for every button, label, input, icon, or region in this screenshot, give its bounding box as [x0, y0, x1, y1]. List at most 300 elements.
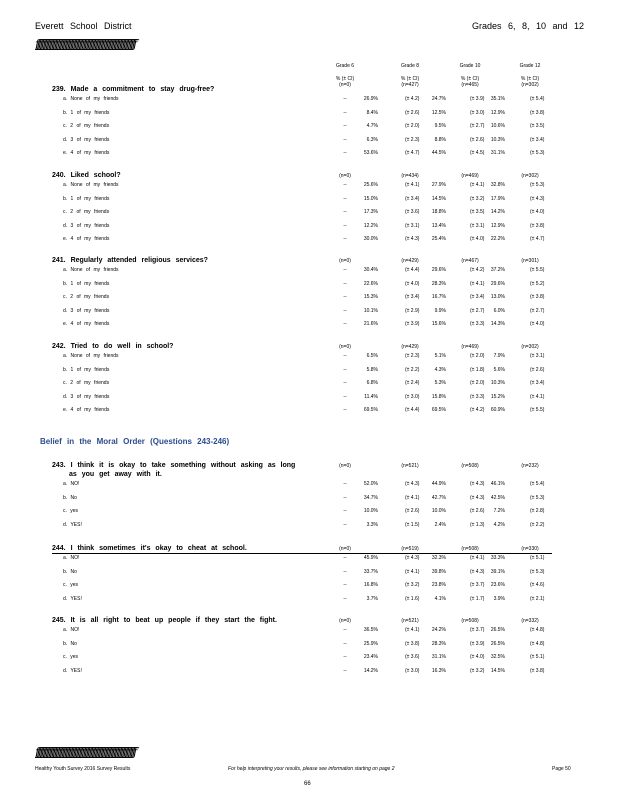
confidence-interval: (± 4.0) — [405, 280, 420, 287]
response-row — [0, 495, 618, 505]
response-label: a. None of my friends — [63, 96, 119, 102]
grade6-value: -- — [343, 508, 347, 515]
response-row — [0, 481, 618, 491]
response-label: b. 1 of my friends — [63, 195, 110, 202]
percent-value: 15.8% — [431, 393, 446, 400]
confidence-interval: (± 4.1) — [405, 182, 420, 188]
response-label: a. None of my friends — [63, 267, 119, 273]
question-sample-size: (n=301) — [521, 258, 539, 264]
percent-value: 6.8% — [366, 380, 378, 387]
confidence-interval: (± 4.3) — [405, 236, 420, 243]
grade-label: Grade 10 — [459, 63, 481, 69]
confidence-interval: (± 4.1) — [470, 555, 485, 561]
confidence-interval: (± 4.3) — [405, 481, 420, 487]
response-label: d. 3 of my friends — [63, 393, 110, 400]
confidence-interval: (± 3.0) — [405, 667, 420, 674]
percent-value: 39.1% — [490, 568, 505, 575]
confidence-interval: (± 4.5) — [470, 150, 485, 157]
confidence-interval: (± 2.4) — [405, 380, 420, 387]
question-sample-size: (n=469) — [461, 173, 479, 179]
grade6-value: -- — [343, 353, 347, 359]
percent-value: 15.3% — [363, 294, 378, 301]
grade6-value: -- — [343, 667, 347, 674]
confidence-interval: (± 5.4) — [530, 96, 545, 102]
confidence-interval: (± 5.2) — [530, 280, 545, 287]
percent-value: 11.4% — [364, 393, 378, 400]
percent-value: 2.4% — [434, 521, 446, 528]
percent-value: 26.5% — [490, 640, 505, 647]
grade6-value: -- — [343, 595, 347, 602]
percent-value: 33.3% — [490, 555, 505, 561]
grade6-value: -- — [343, 136, 347, 143]
question-sample-size: (n=469) — [461, 344, 479, 350]
question-title: 241. Regularly attended religious services? — [52, 257, 208, 264]
response-row — [0, 367, 618, 377]
confidence-interval: (± 4.1) — [470, 182, 485, 188]
percent-value: 14.5% — [490, 667, 505, 674]
n-label: (n=302) — [521, 82, 539, 88]
response-row — [0, 209, 618, 219]
response-row — [0, 321, 618, 331]
percent-value: 31.1% — [431, 654, 446, 661]
confidence-interval: (± 5.5) — [530, 407, 545, 414]
percent-value: 26.5% — [490, 627, 505, 633]
response-row — [0, 582, 618, 592]
response-row — [0, 596, 618, 606]
question-sample-size: (n=0) — [339, 344, 351, 350]
question-sample-size: (n=330) — [521, 546, 539, 552]
grade6-value: -- — [343, 321, 347, 328]
confidence-interval: (± 5.4) — [530, 481, 545, 487]
percent-value: 42.5% — [490, 494, 505, 501]
question-sample-size: (n=467) — [461, 258, 479, 264]
confidence-interval: (± 4.3) — [470, 494, 485, 501]
footer-page-label: Page 50 — [552, 766, 571, 772]
confidence-interval: (± 4.0) — [530, 321, 545, 328]
question-sample-size: (n=0) — [339, 463, 351, 469]
percent-value: 23.8% — [431, 582, 446, 589]
question-sample-size: (n=521) — [401, 463, 419, 469]
confidence-interval: (± 3.0) — [405, 393, 420, 400]
response-label: b. 1 of my friends — [63, 366, 110, 373]
response-row — [0, 407, 618, 417]
percent-value: 9.9% — [434, 307, 446, 314]
response-label: e. 4 of my friends — [63, 236, 110, 243]
confidence-interval: (± 2.3) — [405, 136, 420, 143]
column-header-grade — [385, 62, 435, 88]
question-sample-size: (n=0) — [339, 258, 351, 264]
percent-value: 3.3% — [366, 521, 378, 528]
percent-value: 37.2% — [490, 267, 505, 273]
confidence-interval: (± 4.7) — [530, 236, 545, 243]
confidence-interval: (± 5.1) — [530, 654, 545, 661]
response-label: b. No — [63, 568, 77, 575]
response-label: c. 2 of my friends — [63, 123, 110, 130]
percent-value: 5.1% — [434, 353, 446, 359]
response-row — [0, 236, 618, 246]
percent-value: 60.9% — [490, 407, 505, 414]
percent-value: 4.3% — [434, 366, 446, 373]
percent-value: 33.7% — [363, 568, 378, 575]
divider-rule — [52, 553, 552, 554]
confidence-interval: (± 2.2) — [530, 521, 545, 528]
response-label: b. No — [63, 640, 77, 647]
confidence-interval: (± 1.7) — [470, 595, 485, 602]
grade-label: Grade 6 — [335, 63, 355, 69]
response-row — [0, 569, 618, 579]
percent-value: 5.3% — [434, 380, 446, 387]
response-row — [0, 380, 618, 390]
grade6-value: -- — [343, 640, 347, 647]
confidence-interval: (± 4.4) — [405, 407, 420, 414]
percent-value: 8.8% — [434, 136, 446, 143]
grade6-value: -- — [343, 521, 347, 528]
percent-value: 17.9% — [490, 195, 505, 202]
confidence-interval: (± 4.1) — [530, 393, 545, 400]
grade6-value: -- — [343, 294, 347, 301]
percent-value: 22.2% — [490, 236, 505, 243]
ci-label: % (± CI) — [335, 76, 355, 82]
confidence-interval: (± 3.9) — [470, 640, 485, 647]
grade6-value: -- — [343, 393, 347, 400]
confidence-interval: (± 1.6) — [405, 595, 420, 602]
confidence-interval: (± 4.3) — [530, 195, 545, 202]
confidence-interval: (± 2.0) — [470, 380, 485, 387]
percent-value: 69.5% — [363, 407, 378, 414]
percent-value: 32.8% — [490, 182, 505, 188]
confidence-interval: (± 2.1) — [530, 595, 545, 602]
response-row — [0, 668, 618, 678]
percent-value: 5.6% — [493, 366, 505, 373]
confidence-interval: (± 3.4) — [530, 136, 545, 143]
percent-value: 10.3% — [490, 380, 505, 387]
confidence-interval: (± 1.3) — [470, 521, 485, 528]
ci-label: % (± CI) — [520, 76, 540, 82]
question-title: 244. I think sometimes it's okay to cheat at school. — [52, 545, 247, 552]
confidence-interval: (± 4.8) — [530, 627, 545, 633]
percent-value: 10.3% — [490, 136, 505, 143]
percent-value: 10.0% — [363, 508, 378, 515]
response-row — [0, 137, 618, 147]
confidence-interval: (± 4.1) — [470, 280, 485, 287]
confidence-interval: (± 4.0) — [470, 236, 485, 243]
confidence-interval: (± 4.3) — [470, 568, 485, 575]
column-header-grade — [505, 62, 555, 88]
response-row — [0, 96, 618, 106]
percent-value: 45.9% — [363, 555, 378, 561]
response-label: e. 4 of my friends — [63, 407, 110, 414]
response-label: d. 3 of my friends — [63, 222, 110, 229]
confidence-interval: (± 3.3) — [470, 321, 485, 328]
confidence-interval: (± 4.1) — [405, 494, 420, 501]
confidence-interval: (± 2.2) — [405, 366, 420, 373]
column-header-grade — [320, 62, 370, 88]
grade6-value: -- — [343, 182, 347, 188]
response-label: e. 4 of my friends — [63, 321, 110, 328]
response-row — [0, 641, 618, 651]
percent-value: 8.4% — [366, 109, 378, 116]
percent-value: 15.2% — [490, 393, 505, 400]
response-row — [0, 267, 618, 277]
question-sample-size: (n=508) — [461, 618, 479, 624]
page-number: 66 — [304, 781, 311, 787]
percent-value: 4.2% — [493, 521, 505, 528]
percent-value: 14.2% — [363, 667, 378, 674]
percent-value: 3.9% — [493, 595, 505, 602]
confidence-interval: (± 3.2) — [405, 582, 420, 589]
confidence-interval: (± 3.7) — [470, 627, 485, 633]
percent-value: 16.7% — [431, 294, 446, 301]
grade6-value: -- — [343, 222, 347, 229]
response-label: c. yes — [63, 508, 79, 515]
confidence-interval: (± 2.7) — [470, 123, 485, 130]
percent-value: 42.7% — [431, 494, 446, 501]
percent-value: 34.7% — [363, 494, 378, 501]
grade6-value: -- — [343, 96, 347, 102]
grade6-value: -- — [343, 568, 347, 575]
response-row — [0, 110, 618, 120]
n-label: (n=465) — [461, 82, 479, 88]
confidence-interval: (± 1.5) — [405, 521, 420, 528]
confidence-interval: (± 3.6) — [405, 209, 420, 216]
confidence-interval: (± 2.0) — [470, 353, 485, 359]
confidence-interval: (± 3.1) — [470, 222, 485, 229]
section-heading: Belief in the Moral Order (Questions 243-246) — [40, 437, 230, 446]
ci-label: % (± CI) — [460, 76, 480, 82]
percent-value: 6.3% — [366, 136, 378, 143]
confidence-interval: (± 3.2) — [470, 195, 485, 202]
response-row — [0, 508, 618, 518]
response-row — [0, 281, 618, 291]
percent-value: 7.9% — [493, 353, 505, 359]
ci-label: % (± CI) — [400, 76, 420, 82]
percent-value: 13.4% — [431, 222, 446, 229]
confidence-interval: (± 3.4) — [405, 195, 420, 202]
percent-value: 44.9% — [431, 481, 446, 487]
grade6-value: -- — [343, 654, 347, 661]
response-row — [0, 555, 618, 565]
grade6-value: -- — [343, 236, 347, 243]
grade6-value: -- — [343, 582, 347, 589]
percent-value: 39.8% — [431, 568, 446, 575]
percent-value: 22.6% — [363, 280, 378, 287]
grade-label: Grade 12 — [519, 63, 541, 69]
question-title: 240. Liked school? — [52, 172, 121, 179]
percent-value: 12.9% — [490, 109, 505, 116]
percent-value: 3.7% — [366, 595, 378, 602]
grade6-value: -- — [343, 407, 347, 414]
confidence-interval: (± 2.6) — [470, 136, 485, 143]
response-label: d. 3 of my friends — [63, 136, 110, 143]
confidence-interval: (± 4.1) — [405, 627, 420, 633]
question-title: 245. It is all right to beat up people if they start the fight. — [52, 617, 277, 624]
response-row — [0, 654, 618, 664]
question-sample-size: (n=519) — [401, 546, 419, 552]
response-row — [0, 294, 618, 304]
percent-value: 30.0% — [363, 236, 378, 243]
question-sample-size: (n=521) — [401, 618, 419, 624]
percent-value: 36.5% — [363, 627, 378, 633]
grade6-value: -- — [343, 481, 347, 487]
response-label: d. YES! — [63, 667, 82, 674]
response-label: a. None of my friends — [63, 182, 119, 188]
percent-value: 14.5% — [431, 195, 446, 202]
confidence-interval: (± 5.1) — [530, 555, 545, 561]
response-row — [0, 196, 618, 206]
confidence-interval: (± 2.7) — [530, 307, 545, 314]
percent-value: 44.5% — [431, 150, 446, 157]
question-sample-size: (n=508) — [461, 463, 479, 469]
percent-value: 16.8% — [363, 582, 378, 589]
response-label: b. 1 of my friends — [63, 280, 110, 287]
percent-value: 23.6% — [490, 582, 505, 589]
percent-value: 12.2% — [363, 222, 378, 229]
grade-label: Grade 8 — [400, 63, 420, 69]
question-title-continued: as you get away with it. — [69, 471, 162, 478]
confidence-interval: (± 4.2) — [405, 96, 420, 102]
percent-value: 10.6% — [490, 123, 505, 130]
percent-value: 18.8% — [431, 209, 446, 216]
question-sample-size: (n=332) — [521, 618, 539, 624]
confidence-interval: (± 3.5) — [530, 123, 545, 130]
percent-value: 31.1% — [490, 150, 505, 157]
percent-value: 32.5% — [490, 654, 505, 661]
confidence-interval: (± 3.8) — [530, 109, 545, 116]
response-label: d. 3 of my friends — [63, 307, 110, 314]
question-sample-size: (n=0) — [339, 173, 351, 179]
confidence-interval: (± 2.6) — [470, 508, 485, 515]
confidence-interval: (± 2.8) — [530, 508, 545, 515]
confidence-interval: (± 3.8) — [405, 640, 420, 647]
question-sample-size: (n=232) — [521, 463, 539, 469]
confidence-interval: (± 5.3) — [530, 568, 545, 575]
response-label: a. NO! — [63, 627, 80, 633]
confidence-interval: (± 4.4) — [405, 267, 420, 273]
percent-value: 28.3% — [431, 640, 446, 647]
footer-survey-title: Healthy Youth Survey 2016 Survey Results — [35, 766, 131, 772]
response-row — [0, 522, 618, 532]
response-row — [0, 150, 618, 160]
response-row — [0, 353, 618, 363]
question-title: 242. Tried to do well in school? — [52, 343, 174, 350]
percent-value: 12.5% — [431, 109, 446, 116]
confidence-interval: (± 3.9) — [470, 96, 485, 102]
confidence-interval: (± 2.3) — [405, 353, 420, 359]
confidence-interval: (± 4.6) — [530, 582, 545, 589]
footer-decoration-line: ƒƒƒƒƒƒƒƒƒƒƒƒƒƒƒƒƒƒƒƒƒƒƒƒƒƒƒƒƒƒƒƒƒƒƒƒƒƒƒƒƒƒƒƒƒƒƒƒƒƒƒƒƒƒƒƒƒƒƒƒƒƒƒƒƒƒƒƒƒ — [35, 746, 135, 758]
confidence-interval: (± 4.1) — [405, 568, 420, 575]
confidence-interval: (± 3.4) — [405, 294, 420, 301]
percent-value: 4.1% — [434, 595, 446, 602]
confidence-interval: (± 2.6) — [405, 109, 420, 116]
confidence-interval: (± 2.6) — [405, 508, 420, 515]
response-row — [0, 182, 618, 192]
grade6-value: -- — [343, 555, 347, 561]
confidence-interval: (± 4.3) — [470, 481, 485, 487]
percent-value: 29.6% — [431, 267, 446, 273]
confidence-interval: (± 1.8) — [470, 366, 485, 373]
percent-value: 15.6% — [431, 321, 446, 328]
response-row — [0, 123, 618, 133]
confidence-interval: (± 3.7) — [470, 582, 485, 589]
confidence-interval: (± 3.9) — [405, 321, 420, 328]
confidence-interval: (± 3.6) — [405, 654, 420, 661]
percent-value: 24.2% — [431, 627, 446, 633]
grades-label: Grades 6, 8, 10 and 12 — [472, 21, 585, 31]
response-label: d. YES! — [63, 595, 82, 602]
confidence-interval: (± 5.3) — [530, 182, 545, 188]
confidence-interval: (± 4.8) — [530, 640, 545, 647]
response-label: c. 2 of my friends — [63, 380, 110, 387]
column-header-grade — [445, 62, 495, 88]
confidence-interval: (± 4.2) — [470, 267, 485, 273]
response-label: a. NO! — [63, 481, 80, 487]
question-sample-size: (n=0) — [339, 618, 351, 624]
grade6-value: -- — [343, 494, 347, 501]
percent-value: 52.0% — [363, 481, 378, 487]
grade6-value: -- — [343, 123, 347, 130]
percent-value: 14.3% — [490, 321, 505, 328]
response-label: b. No — [63, 494, 77, 501]
percent-value: 29.6% — [490, 280, 505, 287]
response-label: e. 4 of my friends — [63, 150, 110, 157]
confidence-interval: (± 4.7) — [405, 150, 420, 157]
response-row — [0, 223, 618, 233]
question-sample-size: (n=434) — [401, 173, 419, 179]
response-label: a. None of my friends — [63, 353, 119, 359]
percent-value: 13.0% — [490, 294, 505, 301]
grade6-value: -- — [343, 195, 347, 202]
percent-value: 21.6% — [363, 321, 378, 328]
grade6-value: -- — [343, 366, 347, 373]
percent-value: 16.3% — [431, 667, 446, 674]
percent-value: 32.3% — [431, 555, 446, 561]
response-row — [0, 627, 618, 637]
grade6-value: -- — [343, 209, 347, 216]
percent-value: 69.5% — [431, 407, 446, 414]
percent-value: 25.4% — [431, 236, 446, 243]
percent-value: 28.3% — [431, 280, 446, 287]
confidence-interval: (± 5.5) — [530, 267, 545, 273]
n-label: (n=427) — [401, 82, 419, 88]
confidence-interval: (± 2.6) — [530, 366, 545, 373]
grade6-value: -- — [343, 280, 347, 287]
n-label: (n=0) — [339, 82, 351, 88]
question-sample-size: (n=429) — [401, 344, 419, 350]
percent-value: 53.6% — [363, 150, 378, 157]
percent-value: 23.4% — [363, 654, 378, 661]
percent-value: 24.7% — [431, 96, 446, 102]
confidence-interval: (± 3.2) — [470, 667, 485, 674]
percent-value: 7.2% — [493, 508, 505, 515]
confidence-interval: (± 2.9) — [405, 307, 420, 314]
percent-value: 26.9% — [363, 96, 378, 102]
response-label: a. NO! — [63, 555, 80, 561]
percent-value: 15.0% — [363, 195, 378, 202]
confidence-interval: (± 3.1) — [530, 353, 545, 359]
response-label: c. 2 of my friends — [63, 294, 110, 301]
response-label: d. YES! — [63, 521, 82, 528]
percent-value: 10.0% — [431, 508, 446, 515]
percent-value: 35.1% — [490, 96, 505, 102]
response-label: b. 1 of my friends — [63, 109, 110, 116]
grade6-value: -- — [343, 627, 347, 633]
confidence-interval: (± 3.3) — [470, 393, 485, 400]
percent-value: 25.6% — [363, 182, 378, 188]
district-name: Everett School District — [35, 21, 132, 31]
confidence-interval: (± 4.2) — [470, 407, 485, 414]
percent-value: 27.9% — [431, 182, 446, 188]
